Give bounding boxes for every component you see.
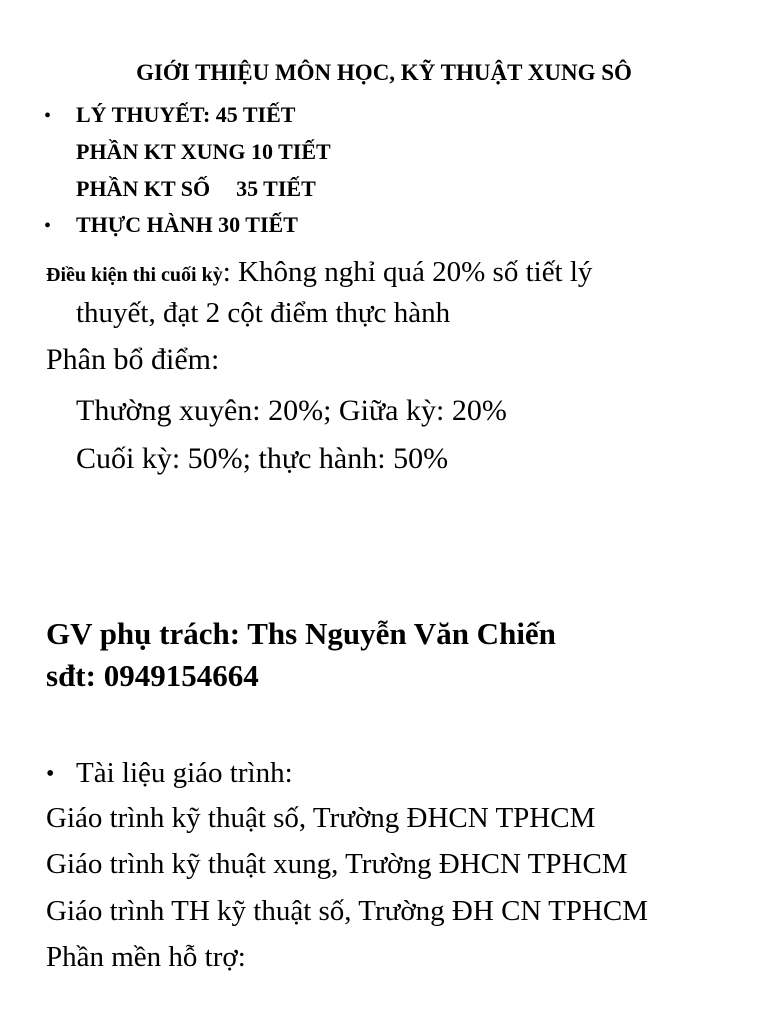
material-item: Giáo trình TH kỹ thuật số, Trường ĐH CN TPHCM: [46, 895, 648, 927]
theory-digital-hours: [76, 175, 316, 203]
exam-condition-text: : Không nghỉ quá 20% số tiết lý: [222, 256, 593, 288]
practice-hours: THỰC HÀNH 30 TIẾT: [76, 212, 298, 237]
software-heading: Phần mền hỗ trợ:: [46, 941, 246, 973]
theory-digital-label: PHẦN KT SỐ: [76, 176, 211, 201]
theory-pulse-hours: PHẦN KT XUNG 10 TIẾT: [76, 139, 331, 164]
bullet-marker: •: [44, 105, 52, 127]
grading-heading: Phân bổ điểm:: [46, 343, 220, 376]
theory-digital-value: 35 TIẾT: [236, 176, 316, 201]
exam-condition-line1: [46, 255, 592, 292]
bullet-marker: •: [46, 761, 55, 787]
materials-heading: Tài liệu giáo trình:: [76, 757, 293, 789]
theory-heading: LÝ THUYẾT: 45 TIẾT: [76, 102, 296, 127]
material-item: Giáo trình kỹ thuật số, Trường ĐHCN TPHCM: [46, 802, 596, 834]
bullet-marker: •: [44, 215, 52, 237]
material-item: Giáo trình kỹ thuật xung, Trường ĐHCN TPHCM: [46, 848, 628, 880]
exam-condition-line2: thuyết, đạt 2 cột điểm thực hành: [76, 297, 451, 329]
teacher-phone: sđt: 0949154664: [46, 658, 259, 693]
grading-line1: Thường xuyên: 20%; Giữa kỳ: 20%: [76, 394, 507, 427]
teacher-name: GV phụ trách: Ths Nguyễn Văn Chiến: [46, 616, 556, 651]
exam-condition-label: Điều kiện thi cuối kỳ: [46, 264, 223, 286]
page-title: GIỚI THIỆU MÔN HỌC, KỸ THUẬT XUNG SÔ: [136, 60, 632, 85]
grading-line2: Cuối kỳ: 50%; thực hành: 50%: [76, 442, 449, 475]
